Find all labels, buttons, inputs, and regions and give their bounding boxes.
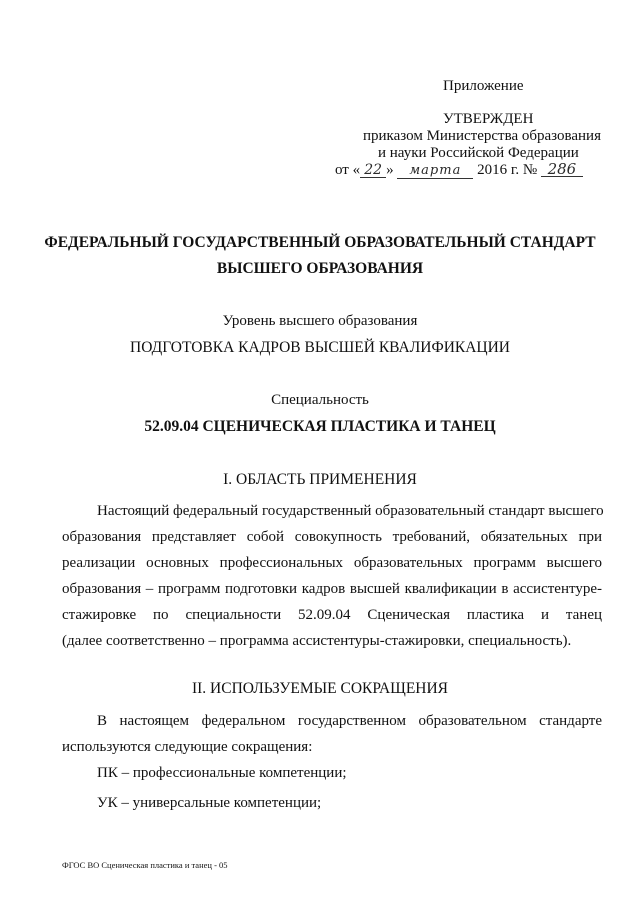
- date-mid: »: [386, 162, 394, 178]
- handwritten-order-number: 286: [541, 162, 583, 177]
- abbreviation-item-uk: УК – универсальные компетенции;: [97, 795, 322, 811]
- paragraph-line: используются следующие сокращения:: [62, 739, 313, 755]
- paragraph-line: Настоящий федеральный государственный образовательный стандарт высшего: [97, 503, 604, 519]
- order-date-line: [335, 162, 583, 179]
- date-prefix: от «: [335, 162, 361, 178]
- order-line-ministry: приказом Министерства образования: [363, 128, 601, 144]
- approved-label: УТВЕРЖДЕН: [443, 111, 534, 127]
- document-title-line1: ФЕДЕРАЛЬНЫЙ ГОСУДАРСТВЕННЫЙ ОБРАЗОВАТЕЛЬНЫЙ СТАНДАРТ: [44, 234, 596, 251]
- paragraph-line: стажировке по специальности 52.09.04 Сценическая пластика и танец: [62, 607, 602, 623]
- order-line-federation: и науки Российской Федерации: [378, 145, 579, 161]
- document-title-line2: ВЫСШЕГО ОБРАЗОВАНИЯ: [216, 260, 424, 277]
- paragraph-line: реализации основных профессиональных образовательных программ высшего: [62, 555, 602, 571]
- section2-paragraph: [62, 708, 602, 760]
- education-level-label: Уровень высшего образования: [222, 313, 418, 329]
- abbreviation-item-pk: ПК – профессиональные компетенции;: [97, 765, 347, 781]
- education-level-value: ПОДГОТОВКА КАДРОВ ВЫСШЕЙ КВАЛИФИКАЦИИ: [130, 339, 510, 356]
- paragraph-line: (далее соответственно – программа ассистентуры-стажировки, специальность).: [62, 633, 572, 649]
- paragraph-line: образования представляет собой совокупность требований, обязательных при: [62, 529, 602, 545]
- appendix-label: Приложение: [443, 78, 524, 94]
- paragraph-line: образования – программ подготовки кадров высшей квалификации в ассистентуре-: [62, 581, 602, 597]
- specialty-label: Специальность: [271, 392, 369, 408]
- specialty-value: 52.09.04 СЦЕНИЧЕСКАЯ ПЛАСТИКА И ТАНЕЦ: [144, 418, 496, 435]
- page-footer: ФГОС ВО Сценическая пластика и танец - 05: [62, 860, 228, 870]
- date-year: 2016 г. №: [477, 162, 538, 178]
- section1-paragraph: [62, 498, 602, 654]
- section2-heading: II. ИСПОЛЬЗУЕМЫЕ СОКРАЩЕНИЯ: [191, 680, 449, 697]
- paragraph-line: В настоящем федеральном государственном образовательном стандарте: [97, 713, 602, 729]
- handwritten-month: марта: [397, 164, 473, 179]
- handwritten-day: 22: [360, 163, 386, 178]
- section1-heading: I. ОБЛАСТЬ ПРИМЕНЕНИЯ: [223, 471, 417, 488]
